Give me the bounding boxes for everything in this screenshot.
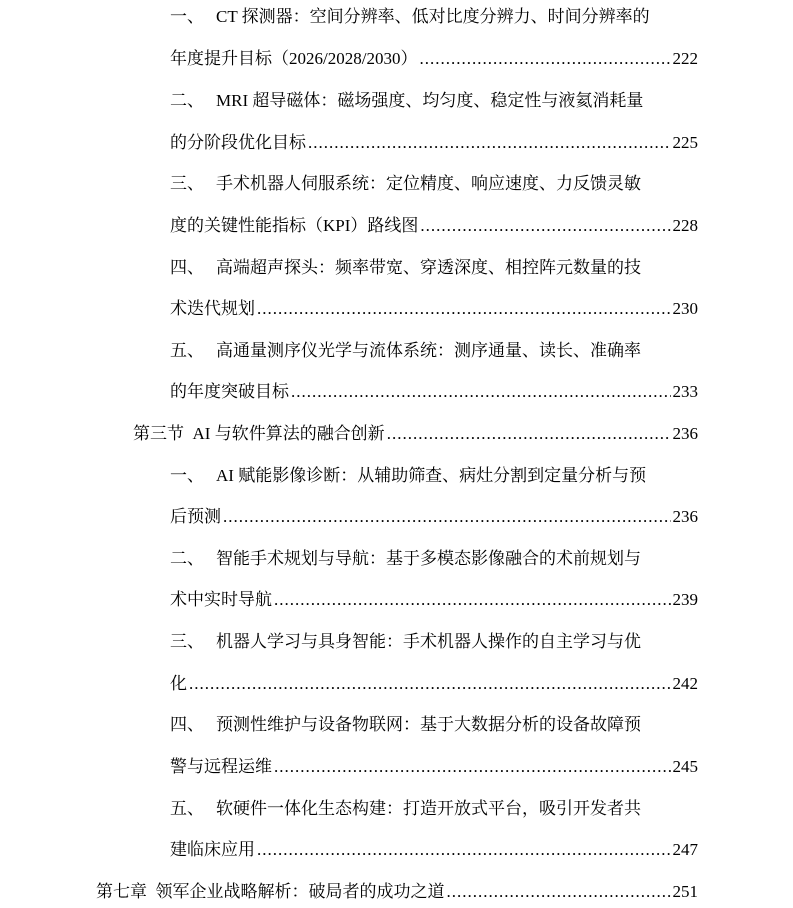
toc-page-number: 242 xyxy=(672,674,698,693)
dot-leader xyxy=(189,672,671,696)
toc-entry-title: MRI 超导磁体：磁场强度、均匀度、稳定性与液氦消耗量 xyxy=(216,91,644,110)
toc-entry-number: 五、 xyxy=(170,341,204,360)
toc-sub-entry-2-line2[interactable] xyxy=(170,588,698,612)
toc-entry-title: 软硬件一体化生态构建：打造开放式平台，吸引开发者共 xyxy=(216,799,641,818)
toc-sub-entry-5-line1 xyxy=(170,797,641,821)
toc-entry-3-line2[interactable] xyxy=(170,214,698,238)
dot-leader xyxy=(447,880,671,904)
toc-chapter-7[interactable] xyxy=(96,880,698,904)
toc-entry-number: 一、 xyxy=(170,7,204,26)
toc-sub-entry-3-line1 xyxy=(170,630,641,654)
toc-page-number: 222 xyxy=(672,49,698,68)
dot-leader xyxy=(257,838,671,862)
toc-entry-title: 预测性维护与设备物联网：基于大数据分析的设备故障预 xyxy=(216,715,641,734)
toc-page-number: 245 xyxy=(672,757,698,776)
toc-sub-entry-5-line2[interactable] xyxy=(170,838,698,862)
toc-entry-title: AI 赋能影像诊断：从辅助筛查、病灶分割到定量分析与预 xyxy=(216,466,647,485)
toc-entry-title-cont: 的年度突破目标 xyxy=(170,382,289,401)
toc-page-number: 230 xyxy=(672,299,698,318)
toc-section-title: 第三节 AI 与软件算法的融合创新 xyxy=(133,424,385,443)
dot-leader xyxy=(274,588,671,612)
toc-entry-title-cont: 建临床应用 xyxy=(170,840,255,859)
toc-page-number: 247 xyxy=(672,840,698,859)
toc-page-number: 251 xyxy=(672,882,698,901)
toc-sub-entry-4-line1 xyxy=(170,713,641,737)
toc-page-number: 239 xyxy=(672,590,698,609)
toc-entry-title: 手术机器人伺服系统：定位精度、响应速度、力反馈灵敏 xyxy=(216,174,641,193)
toc-entry-title-cont: 术中实时导航 xyxy=(170,590,272,609)
toc-page-number: 225 xyxy=(672,133,698,152)
toc-entry-number: 三、 xyxy=(170,174,204,193)
toc-entry-1-line2[interactable] xyxy=(170,47,698,71)
toc-sub-entry-1-line1 xyxy=(170,464,646,488)
toc-entry-number: 三、 xyxy=(170,632,204,651)
toc-entry-4-line2[interactable] xyxy=(170,297,698,321)
toc-entry-title: 智能手术规划与导航：基于多模态影像融合的术前规划与 xyxy=(216,549,641,568)
toc-entry-2-line1 xyxy=(170,89,643,113)
toc-entry-4-line1 xyxy=(170,256,641,280)
toc-entry-title-cont: 后预测 xyxy=(170,507,221,526)
toc-entry-title: CT 探测器：空间分辨率、低对比度分辨力、时间分辨率的 xyxy=(216,7,650,26)
toc-page-number: 236 xyxy=(672,507,698,526)
toc-entry-3-line1 xyxy=(170,172,641,196)
toc-entry-title-cont: 术迭代规划 xyxy=(170,299,255,318)
toc-sub-entry-1-line2[interactable] xyxy=(170,505,698,529)
dot-leader xyxy=(291,380,671,404)
toc-entry-2-line2[interactable] xyxy=(170,131,698,155)
dot-leader xyxy=(419,47,670,71)
dot-leader xyxy=(274,755,671,779)
toc-entry-number: 一、 xyxy=(170,466,204,485)
toc-entry-title-cont: 度的关键性能指标（KPI）路线图 xyxy=(170,216,419,235)
toc-sub-entry-3-line2[interactable] xyxy=(170,672,698,696)
dot-leader xyxy=(308,131,671,155)
dot-leader xyxy=(420,214,670,238)
toc-entry-title: 高通量测序仪光学与流体系统：测序通量、读长、准确率 xyxy=(216,341,641,360)
toc-entry-number: 五、 xyxy=(170,799,204,818)
toc-entry-title: 高端超声探头：频率带宽、穿透深度、相控阵元数量的技 xyxy=(216,258,641,277)
toc-entry-title: 机器人学习与具身智能：手术机器人操作的自主学习与优 xyxy=(216,632,641,651)
toc-entry-title-cont: 年度提升目标（2026/2028/2030） xyxy=(170,49,418,68)
toc-page-number: 228 xyxy=(672,216,698,235)
toc-page-number: 236 xyxy=(672,424,698,443)
toc-entry-title-cont: 的分阶段优化目标 xyxy=(170,133,306,152)
toc-entry-number: 二、 xyxy=(170,91,204,110)
toc-section-3[interactable] xyxy=(133,422,698,446)
toc-entry-title-cont: 化 xyxy=(170,674,187,693)
toc-entry-title-cont: 警与远程运维 xyxy=(170,757,272,776)
dot-leader xyxy=(387,422,671,446)
toc-page-number: 233 xyxy=(672,382,698,401)
toc-entry-number: 四、 xyxy=(170,258,204,277)
toc-entry-5-line2[interactable] xyxy=(170,380,698,404)
toc-entry-number: 二、 xyxy=(170,549,204,568)
dot-leader xyxy=(257,297,671,321)
toc-entry-5-line1 xyxy=(170,339,641,363)
dot-leader xyxy=(223,505,671,529)
toc-chapter-title: 第七章 领军企业战略解析：破局者的成功之道 xyxy=(96,882,445,901)
toc-entry-1-line1 xyxy=(170,5,650,29)
toc-sub-entry-4-line2[interactable] xyxy=(170,755,698,779)
toc-entry-number: 四、 xyxy=(170,715,204,734)
toc-sub-entry-2-line1 xyxy=(170,547,641,571)
